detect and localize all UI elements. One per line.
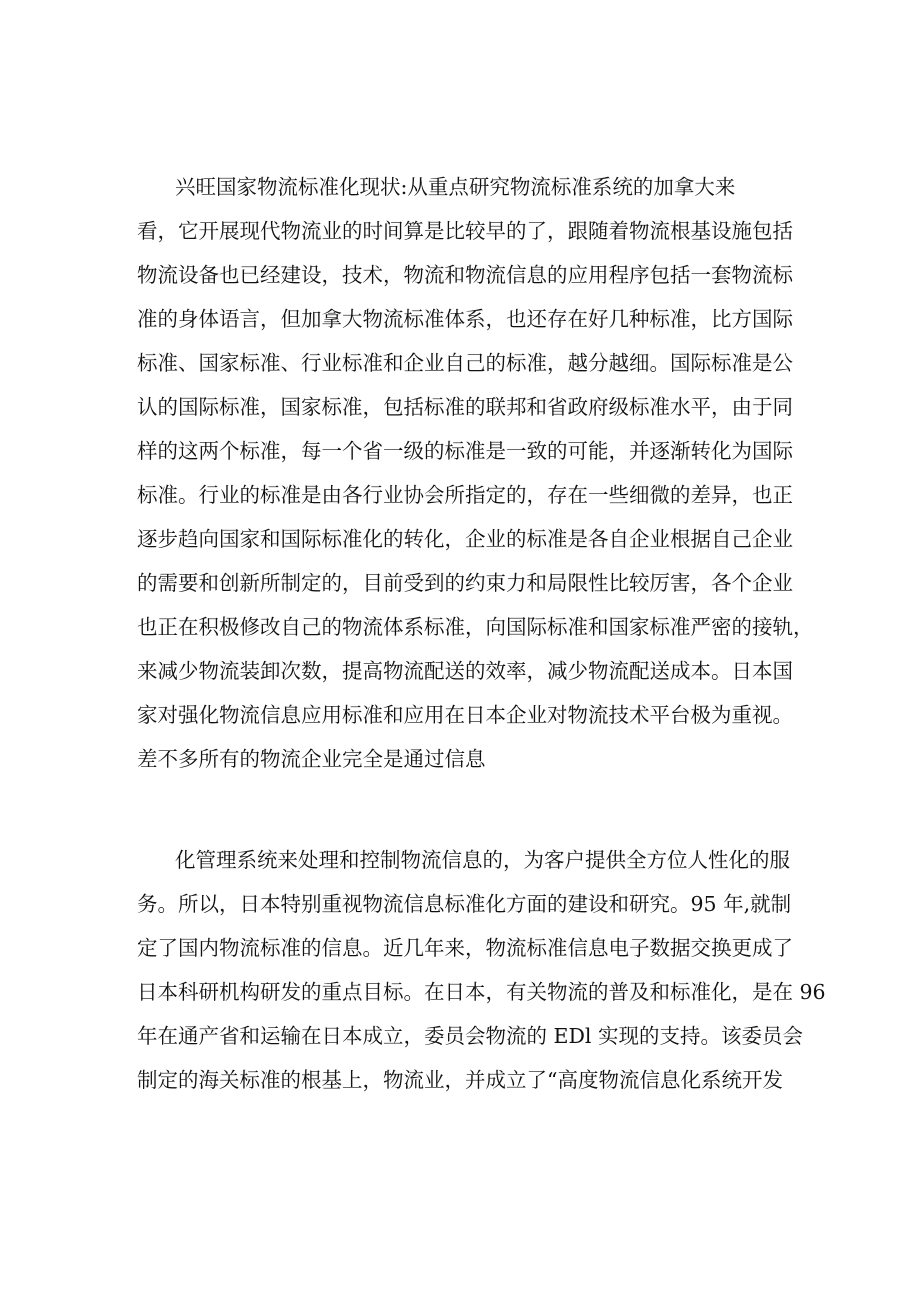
paragraph-line: 标准。行业的标准是由各行业协会所指定的，存在一些细微的差异，也正 <box>137 483 793 507</box>
paragraph-line: 逐步趋向国家和国际标准化的转化，企业的标准是各自企业根据自己企业 <box>137 527 793 551</box>
paragraph-line: 也正在积极修改自己的物流体系标准，向国际标准和国家标准严密的接轨， <box>137 615 814 639</box>
paragraph-line: 定了国内物流标准的信息。近几年来，物流标准信息电子数据交换更成了 <box>137 936 793 960</box>
paragraph-line: 来减少物流装卸次数，提高物流配送的效率，减少物流配送成本。日本国 <box>137 659 793 683</box>
paragraph-line: 的需要和创新所制定的，目前受到的约束力和局限性比较厉害，各个企业 <box>137 571 793 595</box>
paragraph-line: 兴旺国家物流标准化现状:从重点研究物流标准系统的加拿大来 <box>175 175 736 199</box>
paragraph-line: 务。所以，日本特别重视物流信息标准化方面的建设和研究。95 年,就制 <box>137 892 792 916</box>
paragraph-line: 认的国际标准，国家标准，包括标准的联邦和省政府级标准水平，由于同 <box>137 395 793 419</box>
paragraph-line: 化管理系统来处理和控制物流信息的，为客户提供全方位人性化的服 <box>175 848 790 872</box>
paragraph-line: 样的这两个标准，每一个省一级的标准是一致的可能，并逐渐转化为国际 <box>137 439 793 463</box>
paragraph-2 <box>137 838 826 1102</box>
paragraph-line: 标准、国家标准、行业标准和企业自己的标准，越分越细。国际标准是公 <box>137 351 793 375</box>
paragraph-line: 年在通产省和运输在日本成立，委员会物流的 EDl 实现的支持。该委员会 <box>137 1024 803 1048</box>
paragraph-line: 家对强化物流信息应用标准和应用在日本企业对物流技术平台极为重视。 <box>137 703 793 727</box>
paragraph-line: 制定的海关标准的根基上，物流业，并成立了“高度物流信息化系统开发 <box>137 1068 783 1092</box>
paragraph-line: 看，它开展现代物流业的时间算是比较早的了，跟随着物流根基设施包括 <box>137 219 793 243</box>
paragraph-line: 物流设备也已经建设，技术，物流和物流信息的应用程序包括一套物流标 <box>137 263 793 287</box>
paragraph-line: 准的身体语言，但加拿大物流标准体系，也还存在好几种标准，比方国际 <box>137 307 793 331</box>
paragraph-1 <box>137 165 814 781</box>
paragraph-line: 日本科研机构研发的重点目标。在日本，有关物流的普及和标准化，是在 96 <box>137 980 826 1004</box>
paragraph-line: 差不多所有的物流企业完全是通过信息 <box>137 747 486 771</box>
